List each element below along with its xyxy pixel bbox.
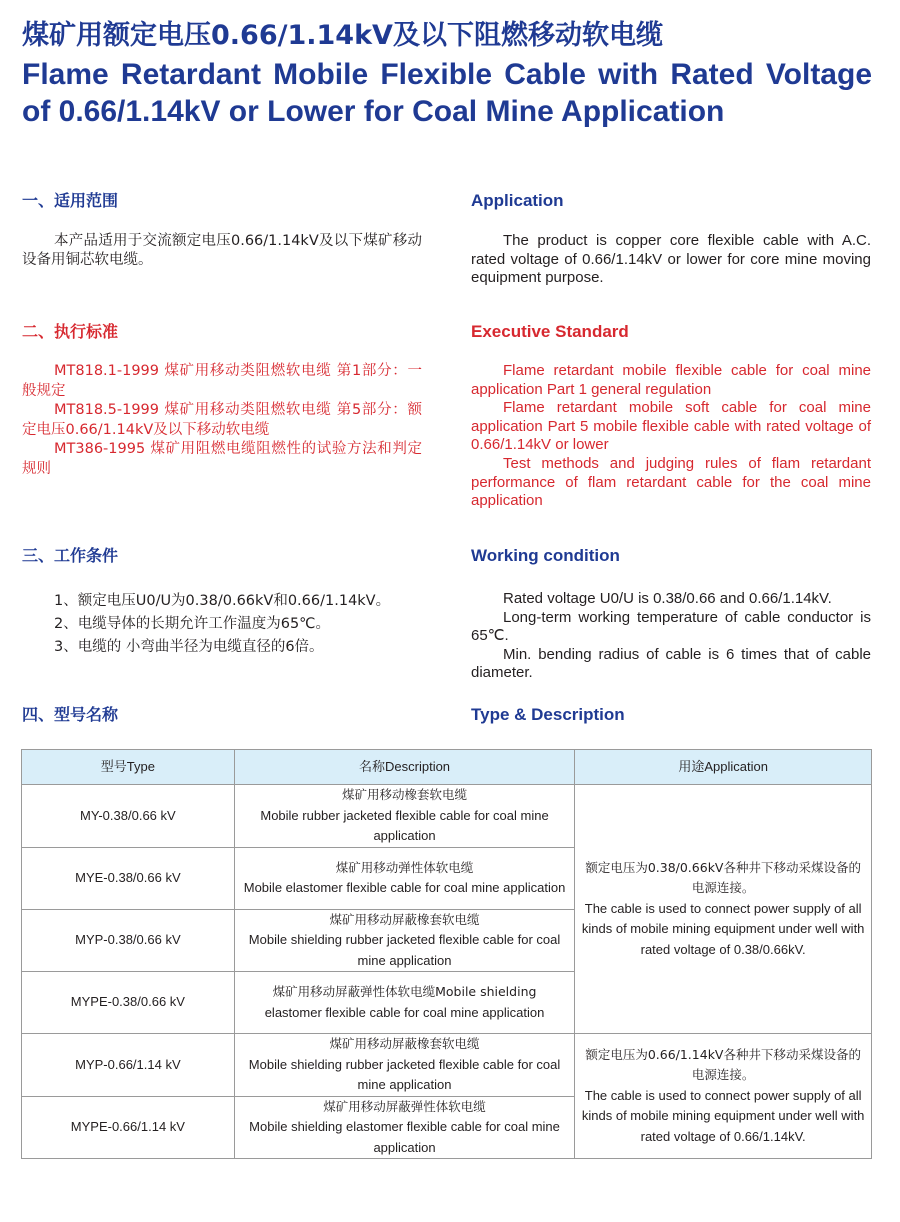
description-zh: 煤矿用移动弹性体软电缆 — [335, 859, 474, 875]
scope-heading-zh: 一、适用范围 — [22, 191, 119, 210]
type-cell: MYPE-0.66/1.14 kV — [22, 1096, 235, 1159]
application-en: The cable is used to connect power supply of all kinds of mobile mining equipment under well with rated voltage of 0.66/1.14kV. — [581, 1087, 865, 1144]
column-header-application: 用途Application — [575, 750, 872, 785]
column-header-description: 名称Description — [234, 750, 575, 785]
application-zh: 额定电压为0.38/0.66kV各种井下移动采煤设备的电源连接。 — [585, 859, 861, 896]
description-zh: 煤矿用移动橡套软电缆 — [342, 787, 468, 802]
condition-item-en: Rated voltage U0/U is 0.38/0.66 and 0.66/1.14kV. — [503, 590, 832, 607]
description-en: Mobile shielding rubber jacketed flexible cable for coal mine application — [248, 932, 561, 968]
type-cell: MYPE-0.38/0.66 kV — [22, 972, 235, 1034]
page-title-en: Flame Retardant Mobile Flexible Cable with Rated Voltage of 0.66/1.14kV or Lower for Coal Mine Application — [22, 58, 872, 128]
condition-heading-en: Working condition — [471, 546, 620, 565]
standard-item-en: Flame retardant mobile flexible cable for coal mine application Part 1 general regulation — [471, 362, 871, 398]
scope-heading-en: Application — [471, 191, 564, 210]
condition-heading-zh: 三、工作条件 — [22, 546, 119, 565]
type-cell: MYP-0.66/1.14 kV — [22, 1034, 235, 1097]
standard-item-en: Flame retardant mobile soft cable for coal mine application Part 5 mobile flexible cable with rated voltage of 0.66/1.14kV or lower — [471, 399, 871, 454]
description-zh: 煤矿用移动屏蔽橡套软电缆 — [329, 1036, 480, 1051]
page-title-zh: 煤矿用额定电压0.66/1.14kV及以下阻燃移动软电缆 — [22, 20, 663, 51]
description-cell — [234, 1034, 575, 1097]
application-en: The cable is used to connect power supply of all kinds of mobile mining equipment under well with rated voltage of 0.38/0.66kV. — [581, 900, 865, 957]
condition-item-en: Long-term working temperature of cable conductor is 65℃. — [471, 608, 871, 645]
application-zh: 额定电压为0.66/1.14kV各种井下移动采煤设备的电源连接。 — [585, 1046, 861, 1083]
description-en: elastomer flexible cable for coal mine application — [264, 1004, 545, 1020]
standard-item-zh: MT818.1-1999 煤矿用移动类阻燃软电缆 第1部分：一般规定 — [22, 363, 422, 399]
type-heading-en: Type & Description — [471, 705, 625, 724]
condition-item-zh: 3、电缆的 小弯曲半径为电缆直径的6倍。 — [54, 639, 324, 655]
condition-list-zh — [22, 590, 422, 659]
application-cell — [575, 1034, 872, 1159]
type-cell: MYP-0.38/0.66 kV — [22, 909, 235, 972]
standard-item-en: Test methods and judging rules of flam retardant performance of flam retardant cable for the coal mine application — [471, 454, 871, 510]
description-cell — [234, 972, 575, 1034]
type-cell: MY-0.38/0.66 kV — [22, 785, 235, 848]
table-row — [22, 785, 872, 848]
description-en: Mobile rubber jacketed flexible cable for coal mine application — [260, 807, 549, 843]
type-heading-zh: 四、型号名称 — [22, 705, 119, 724]
description-cell — [234, 1096, 575, 1159]
condition-item-zh: 1、额定电压U0/U为0.38/0.66kV和0.66/1.14kV。 — [54, 593, 391, 609]
column-header-type: 型号Type — [22, 750, 235, 785]
standard-heading-zh: 二、执行标准 — [22, 322, 119, 341]
description-cell — [234, 785, 575, 848]
scope-text-zh: 本产品适用于交流额定电压0.66/1.14kV及以下煤矿移动设备用铜芯软电缆。 — [22, 233, 422, 268]
description-en: Mobile shielding elastomer flexible cable for coal mine application — [249, 1119, 560, 1155]
table-header-row — [22, 750, 872, 785]
type-description-table — [21, 749, 872, 1159]
condition-list-en — [471, 590, 871, 683]
scope-text-en: The product is copper core flexible cable with A.C. rated voltage of 0.66/1.14kV or lower for core mine moving equipment purpose. — [471, 232, 871, 287]
description-cell — [234, 847, 575, 909]
description-zh: 煤矿用移动屏蔽橡套软电缆 — [329, 911, 480, 927]
standard-heading-en: Executive Standard — [471, 322, 629, 341]
standard-item-zh: MT818.5-1999 煤矿用移动类阻燃软电缆 第5部分：额定电压0.66/1.14kV及以下移动软电缆 — [22, 402, 422, 438]
condition-item-zh: 2、电缆导体的长期允许工作温度为65℃。 — [54, 616, 330, 632]
description-en: Mobile shielding rubber jacketed flexible cable for coal mine application — [248, 1056, 561, 1092]
standard-list-zh — [22, 362, 422, 479]
description-en: Mobile elastomer flexible cable for coal mine application — [243, 880, 566, 895]
table-row — [22, 1034, 872, 1097]
standard-list-en — [471, 362, 871, 511]
application-cell — [575, 785, 872, 1034]
description-zh: 煤矿用移动屏蔽弹性体软电缆 — [323, 1098, 486, 1114]
description-cell — [234, 909, 575, 972]
condition-item-en: Min. bending radius of cable is 6 times that of cable diameter. — [471, 645, 871, 682]
description-zh: 煤矿用移动屏蔽弹性体软电缆Mobile shielding — [272, 984, 537, 999]
type-cell: MYE-0.38/0.66 kV — [22, 847, 235, 909]
standard-item-zh: MT386-1995 煤矿用阻燃电缆阻燃性的试验方法和判定规则 — [22, 441, 422, 477]
